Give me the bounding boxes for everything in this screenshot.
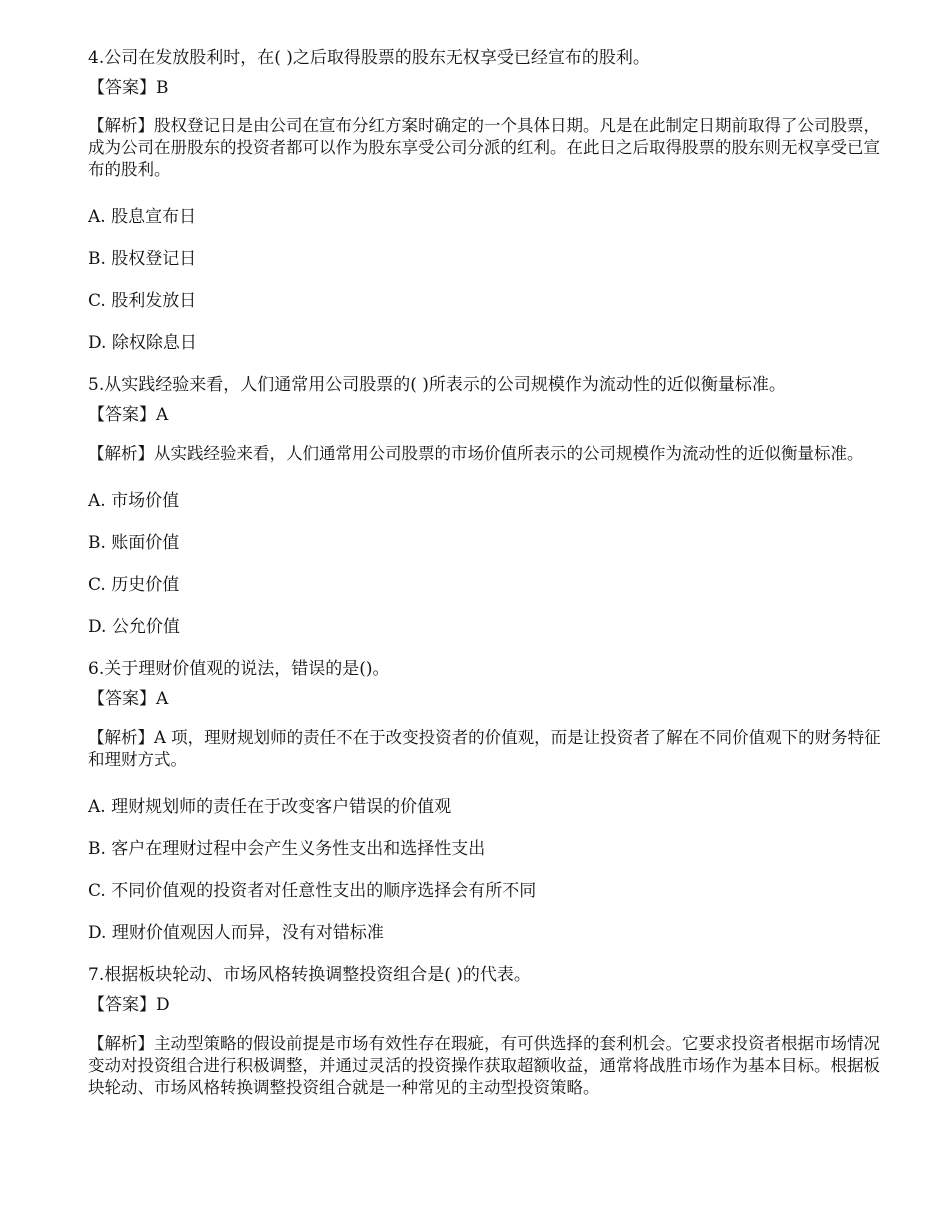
option-b: B. 账面价值	[88, 533, 180, 553]
option-a: A. 股息宣布日	[88, 207, 197, 227]
options-list	[88, 795, 893, 945]
option-d: D. 除权除息日	[88, 333, 197, 353]
answer-text: 【答案】A	[88, 405, 169, 425]
options-list	[88, 205, 893, 355]
question-text: 4.公司在发放股利时，在( )之后取得股票的股东无权享受已经宣布的股利。	[88, 48, 650, 68]
question-block-4	[88, 46, 893, 355]
analysis-text: 【解析】股权登记日是由公司在宣布分红方案时确定的一个具体日期。凡是在此制定日期前取得了公司股票，成为公司在册股东的投资者都可以作为股东享受公司分派的红利。在此日之后取得股票的股东则无权享受已宣布的股利。	[88, 116, 880, 179]
question-text: 6.关于理财价值观的说法，错误的是()。	[88, 659, 390, 679]
option-a: A. 理财规划师的责任在于改变客户错误的价值观	[88, 797, 452, 817]
option-d: D. 公允价值	[88, 617, 180, 637]
question-block-5	[88, 373, 893, 639]
option-c: C. 历史价值	[88, 575, 180, 595]
question-text: 7.根据板块轮动、市场风格转换调整投资组合是( )的代表。	[88, 965, 531, 985]
option-a: A. 市场价值	[88, 491, 180, 511]
options-list	[88, 489, 893, 639]
analysis-text: 【解析】A 项，理财规划师的责任不在于改变投资者的价值观，而是让投资者了解在不同价值观下的财务特征和理财方式。	[88, 728, 881, 769]
question-block-7	[88, 963, 893, 1099]
answer-text: 【答案】A	[88, 689, 169, 709]
option-b: B. 股权登记日	[88, 249, 197, 269]
option-c: C. 不同价值观的投资者对任意性支出的顺序选择会有所不同	[88, 881, 537, 901]
question-block-6	[88, 657, 893, 945]
option-c: C. 股利发放日	[88, 291, 197, 311]
analysis-text: 【解析】从实践经验来看，人们通常用公司股票的市场价值所表示的公司规模作为流动性的近似衡量标准。	[88, 444, 864, 463]
option-d: D. 理财价值观因人而异，没有对错标准	[88, 923, 384, 943]
answer-text: 【答案】B	[88, 78, 169, 98]
document-page	[88, 46, 893, 1099]
question-text: 5.从实践经验来看，人们通常用公司股票的( )所表示的公司规模作为流动性的近似衡量标准。	[88, 375, 786, 395]
analysis-text: 【解析】主动型策略的假设前提是市场有效性存在瑕疵，有可供选择的套利机会。它要求投资者根据市场情况变动对投资组合进行积极调整，并通过灵活的投资操作获取超额收益，通常将战胜市场作为基本目标。根据板块轮动、市场风格转换调整投资组合就是一种常见的主动型投资策略。	[88, 1034, 880, 1097]
answer-text: 【答案】D	[88, 995, 170, 1015]
option-b: B. 客户在理财过程中会产生义务性支出和选择性支出	[88, 839, 486, 859]
